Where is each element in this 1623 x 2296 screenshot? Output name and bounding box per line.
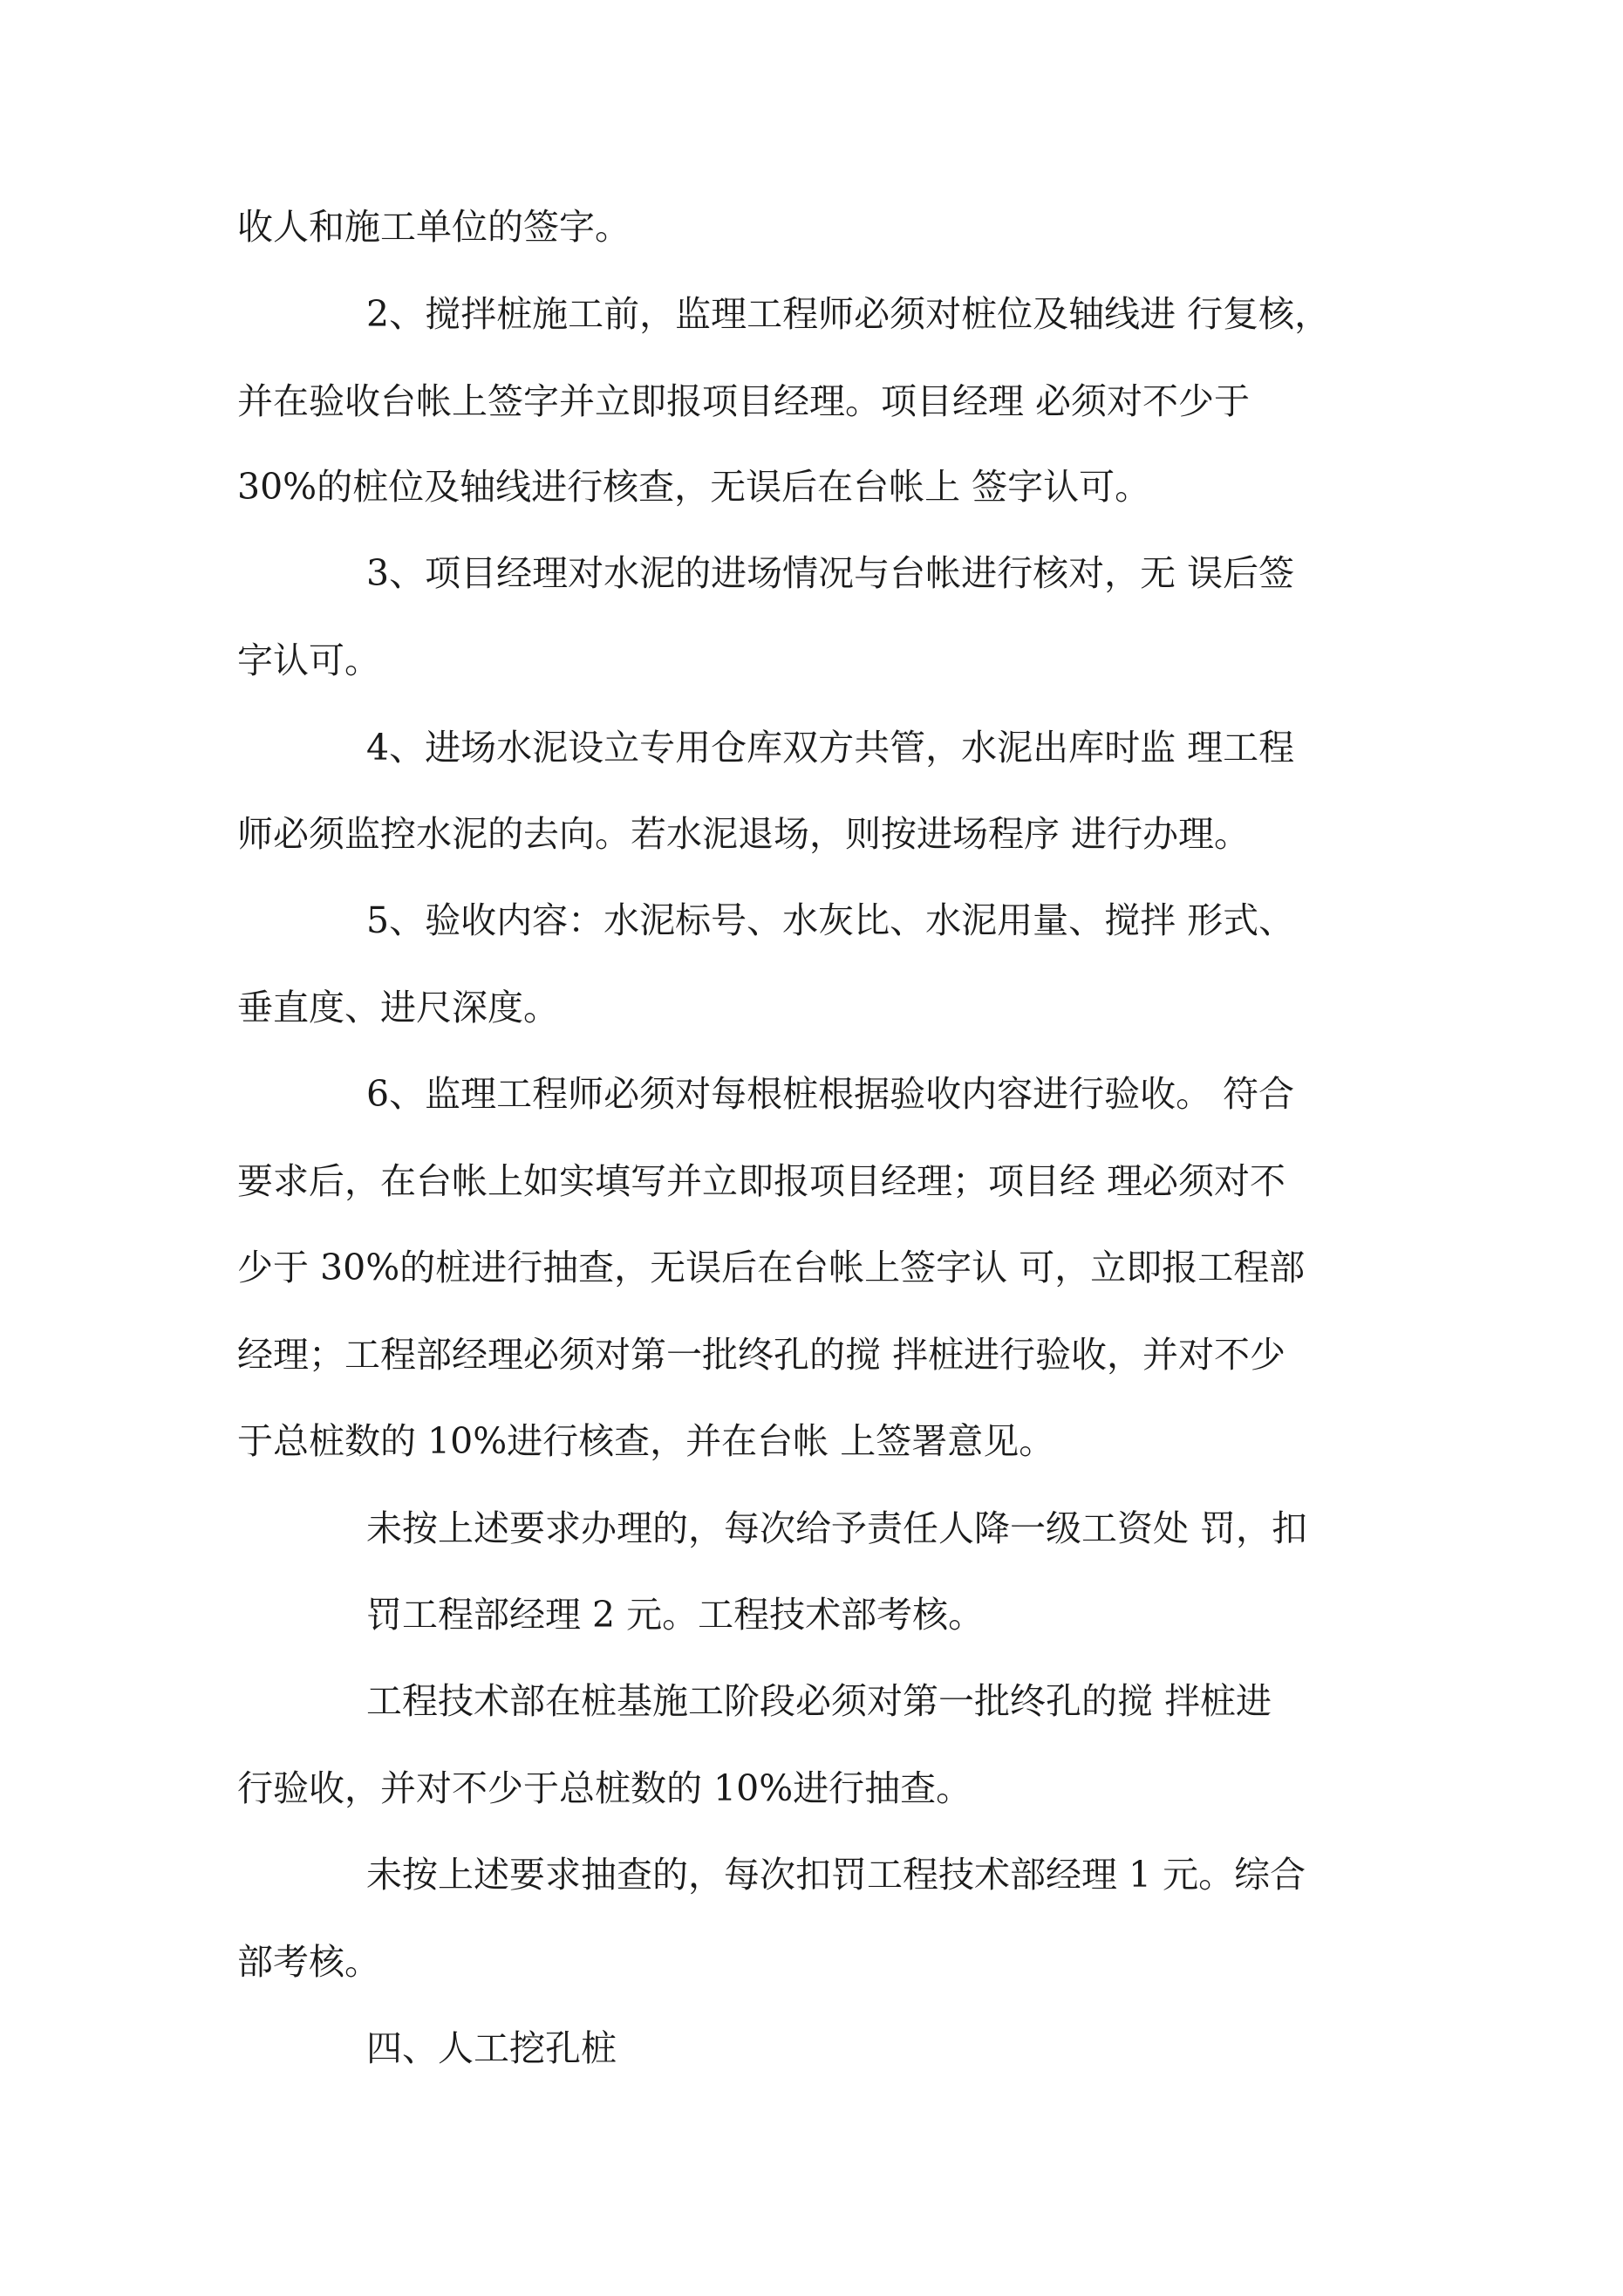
text-line-3: 并在验收台帐上签字并立即报项目经理。项目经理 必须对不少于 — [237, 380, 1251, 422]
text-line-18: 工程技术部在桩基施工阶段必须对第一批终孔的搅 拌桩进 — [366, 1680, 1272, 1722]
text-line-20: 未按上述要求抽查的，每次扣罚工程技术部经理 1 元。综合 — [366, 1854, 1306, 1896]
text-line-1: 收人和施工单位的签字。 — [237, 206, 631, 248]
text-line-14: 经理；工程部经理必须对第一批终孔的搅 拌桩进行验收，并对不少 — [237, 1334, 1286, 1376]
section-heading: 四、人工挖孔桩 — [366, 2027, 617, 2069]
text-line-9: 5、验收内容：水泥标号、水灰比、水泥用量、搅拌 形式、 — [366, 899, 1295, 941]
text-line-12: 要求后，在台帐上如实填写并立即报项目经理；项目经 理必须对不 — [237, 1160, 1286, 1202]
text-line-15: 于总桩数的 10%进行核查，并在台帐 上签署意见。 — [237, 1420, 1055, 1462]
text-line-4: 30%的桩位及轴线进行核查，无误后在台帐上 签字认可。 — [237, 466, 1151, 508]
text-line-6: 字认可。 — [237, 639, 380, 681]
text-line-8: 师必须监控水泥的去向。若水泥退场，则按进场程序 进行办理。 — [237, 813, 1251, 855]
text-line-19: 行验收，并对不少于总桩数的 10%进行抽查。 — [237, 1767, 972, 1809]
text-line-10: 垂直度、进尺深度。 — [237, 987, 559, 1028]
text-line-21: 部考核。 — [237, 1941, 380, 1983]
text-line-5: 3、项目经理对水泥的进场情况与台帐进行核对，无 误后签 — [366, 552, 1295, 594]
text-line-17: 罚工程部经理 2 元。工程技术部考核。 — [366, 1594, 985, 1636]
text-line-13: 少于 30%的桩进行抽查，无误后在台帐上签字认 可，立即报工程部 — [237, 1247, 1306, 1288]
text-line-11: 6、监理工程师必须对每根桩根据验收内容进行验收。 符合 — [366, 1073, 1295, 1115]
text-line-2: 2、搅拌桩施工前，监理工程师必须对桩位及轴线进 行复核， — [366, 293, 1331, 335]
text-line-16: 未按上述要求办理的，每次给予责任人降一级工资处 罚，扣 — [366, 1507, 1308, 1549]
text-line-7: 4、进场水泥设立专用仓库双方共管，水泥出库时监 理工程 — [366, 727, 1295, 769]
